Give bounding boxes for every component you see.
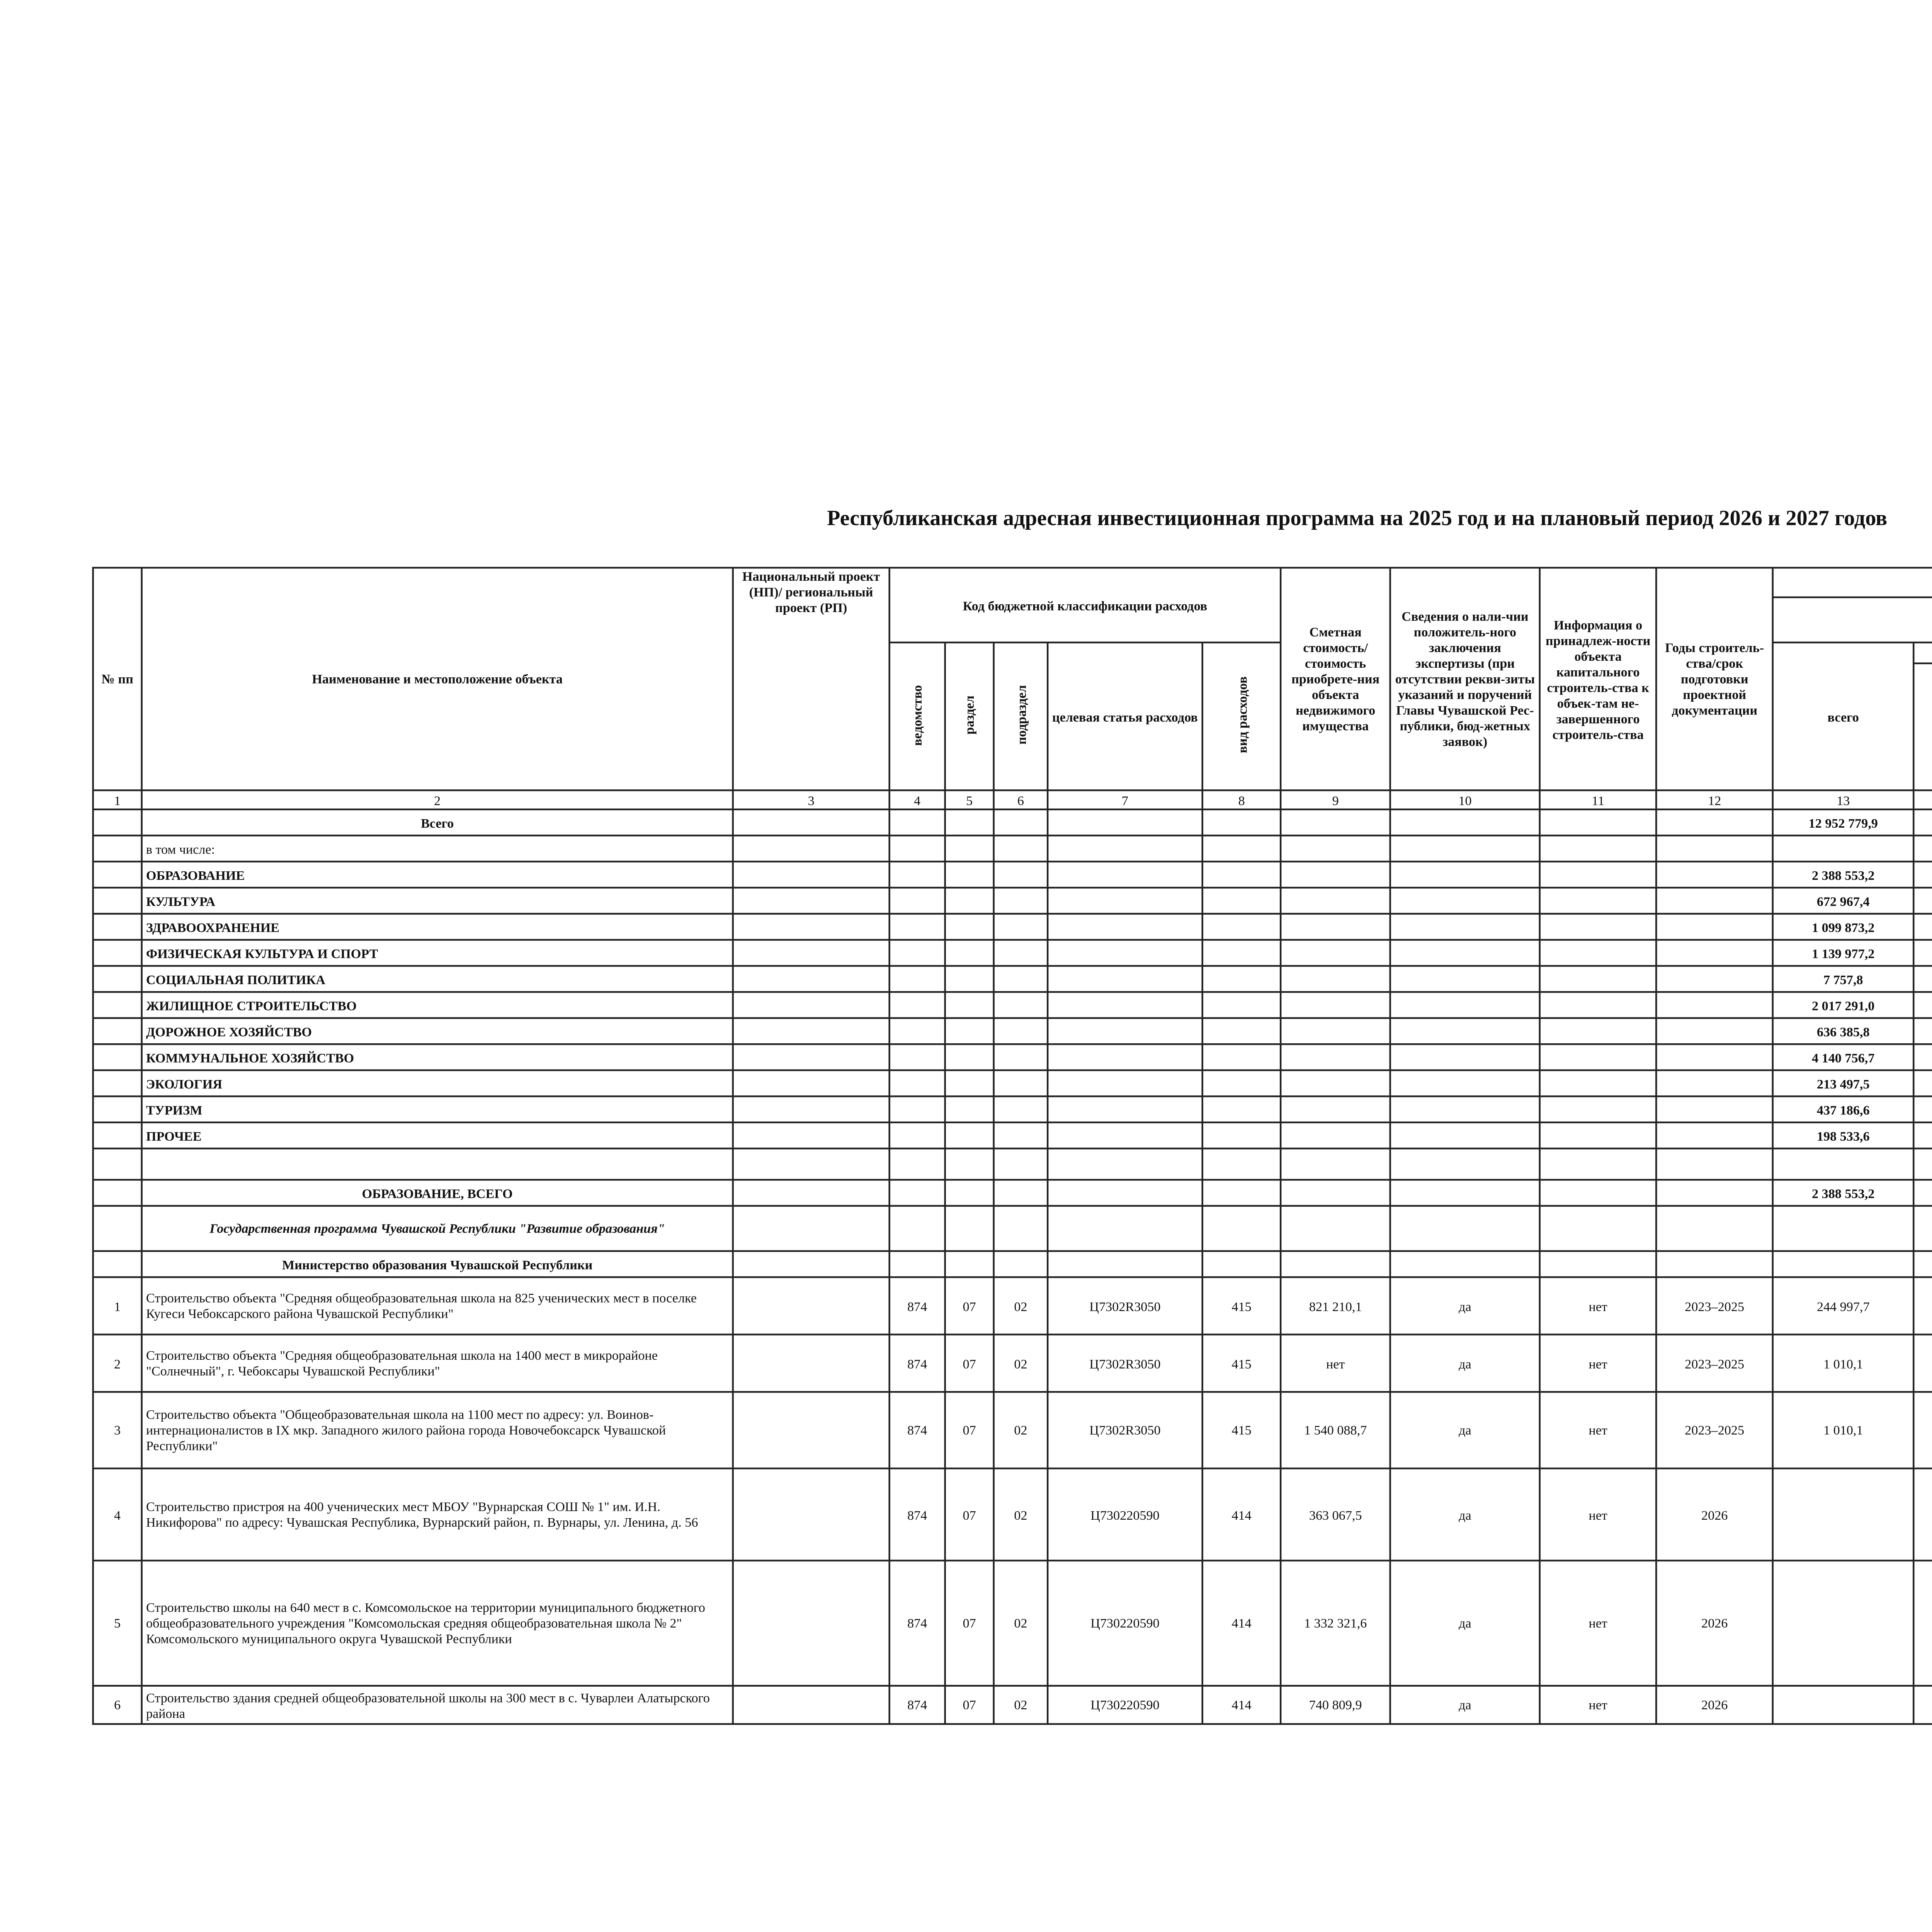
object-owner: нет	[1540, 1686, 1656, 1724]
row-name: ТУРИЗМ	[142, 1096, 733, 1122]
header-2025-vtom	[1913, 643, 1932, 663]
value-cell	[1913, 888, 1932, 914]
column-number: 9	[1281, 790, 1390, 810]
value-cell: 4 140 756,7	[1773, 1044, 1914, 1070]
object-name: Строительство здания средней общеобразовательной школы на 300 мест в с. Чуварлеи Алатырского района	[142, 1686, 733, 1724]
table-row	[93, 1096, 1932, 1122]
header-name: Наименование и местоположение объекта	[142, 568, 733, 790]
object-name: Строительство объекта "Средняя общеобразовательная школа на 825 ученических мест в поселке Кугеси Чебоксарского района Чувашской Республики"	[142, 1277, 733, 1335]
row-name: ПРОЧЕЕ	[142, 1122, 733, 1149]
object-name: Строительство объекта "Средняя общеобразовательная школа на 1400 мест в микрорайоне "Солнечный", г. Чебоксары Чувашской Республики"	[142, 1335, 733, 1392]
row-name: Всего	[142, 810, 733, 836]
column-number: 13	[1773, 790, 1914, 810]
column-number: 5	[945, 790, 994, 810]
object-razdel: 07	[945, 1277, 994, 1335]
object-expert: да	[1390, 1561, 1540, 1686]
object-razdel: 07	[945, 1392, 994, 1468]
value-cell: 7 757,8	[1773, 966, 1914, 992]
value-cell	[1913, 1251, 1932, 1277]
column-number-row	[93, 790, 1932, 810]
object-no: 3	[93, 1392, 142, 1468]
object-podrazdel: 02	[994, 1277, 1048, 1335]
column-number: 6	[994, 790, 1048, 810]
value-cell	[1773, 1251, 1914, 1277]
object-no: 4	[93, 1468, 142, 1561]
column-number: 7	[1048, 790, 1202, 810]
object-podrazdel: 02	[994, 1335, 1048, 1392]
object-cel: Ц730220590	[1048, 1561, 1202, 1686]
row-name: СОЦИАЛЬНАЯ ПОЛИТИКА	[142, 966, 733, 992]
object-years: 2023–2025	[1656, 1335, 1773, 1392]
row-name: ФИЗИЧЕСКАЯ КУЛЬТУРА И СПОРТ	[142, 940, 733, 966]
column-number: 11	[1540, 790, 1656, 810]
table-row	[93, 835, 1932, 862]
object-cost: 363 067,5	[1281, 1468, 1390, 1561]
header-owner: Информация о принадлеж-ности объекта капитального строитель-ства к объек-там не-завершенного строитель-ства	[1540, 568, 1656, 790]
column-number: 4	[889, 790, 945, 810]
object-cost: 1 332 321,6	[1281, 1561, 1390, 1686]
table-row	[93, 1070, 1932, 1097]
object-owner: нет	[1540, 1392, 1656, 1468]
row-name: Министерство образования Чувашской Республики	[142, 1251, 733, 1277]
row-name: ДОРОЖНОЕ ХОЗЯЙСТВО	[142, 1018, 733, 1044]
object-row	[93, 1335, 1932, 1392]
value-cell: 1 010,1	[1773, 1392, 1914, 1468]
column-number	[1913, 790, 1932, 810]
table-row	[93, 1180, 1932, 1206]
value-cell	[1913, 1148, 1932, 1180]
column-number: 2	[142, 790, 733, 810]
object-vid: 414	[1202, 1561, 1281, 1686]
object-no: 2	[93, 1335, 142, 1392]
header-razdel: раздел	[945, 643, 994, 791]
value-cell: 213 497,5	[1773, 1070, 1914, 1097]
row-name: в том числе:	[142, 835, 733, 862]
value-cell: 244 997,7	[1773, 1277, 1914, 1335]
header-cel: целевая статья расходов	[1048, 643, 1202, 791]
row-name: Государственная программа Чувашской Республики "Развитие образования"	[142, 1206, 733, 1251]
header-no: № пп	[93, 568, 142, 790]
object-cost: 1 540 088,7	[1281, 1392, 1390, 1468]
table-row	[93, 810, 1932, 836]
row-name: ЖИЛИЩНОЕ СТРОИТЕЛЬСТВО	[142, 992, 733, 1018]
value-cell	[1913, 1096, 1932, 1122]
header-cost: Сметная стоимость/ стоимость приобрете-ния объекта недвижимого имущества	[1281, 568, 1390, 790]
value-cell: 2 017 291,0	[1773, 992, 1914, 1018]
value-cell	[1913, 940, 1932, 966]
row-name: ОБРАЗОВАНИЕ, ВСЕГО	[142, 1180, 733, 1206]
object-cel: Ц7302R3050	[1048, 1277, 1202, 1335]
object-expert: да	[1390, 1335, 1540, 1392]
header-2025	[1773, 568, 1932, 597]
object-cel: Ц730220590	[1048, 1686, 1202, 1724]
value-cell	[1913, 1044, 1932, 1070]
value-cell	[1913, 1468, 1932, 1561]
value-cell: 2 388 553,2	[1773, 1180, 1914, 1206]
value-cell	[1773, 1148, 1914, 1180]
header-vid: вид расходов	[1202, 643, 1281, 791]
object-expert: да	[1390, 1277, 1540, 1335]
object-vid: 415	[1202, 1277, 1281, 1335]
object-podrazdel: 02	[994, 1468, 1048, 1561]
document-title: Республиканская адресная инвестиционная программа на 2025 год и на плановый период 2026 и 2027 годов	[0, 506, 1932, 532]
object-vid: 414	[1202, 1686, 1281, 1724]
column-number: 1	[93, 790, 142, 810]
object-no: 1	[93, 1277, 142, 1335]
object-row	[93, 1392, 1932, 1468]
table-body	[93, 810, 1932, 1724]
object-row	[93, 1277, 1932, 1335]
object-cost: 821 210,1	[1281, 1277, 1390, 1335]
object-no: 6	[93, 1686, 142, 1724]
object-cel: Ц7302R3050	[1048, 1392, 1202, 1468]
value-cell	[1913, 835, 1932, 862]
value-cell: 636 385,8	[1773, 1018, 1914, 1044]
column-number: 8	[1202, 790, 1281, 810]
object-vid: 414	[1202, 1468, 1281, 1561]
value-cell	[1913, 1561, 1932, 1686]
object-name: Строительство пристроя на 400 ученических мест МБОУ "Вурнарская СОШ № 1" им. И.Н. Никифорова" по адресу: Чувашская Республика, Вурнарский район, п. Вурнары, ул. Ленина, д. 56	[142, 1468, 733, 1561]
object-razdel: 07	[945, 1335, 994, 1392]
table-row	[93, 1148, 1932, 1180]
object-razdel: 07	[945, 1468, 994, 1561]
table-row	[93, 1044, 1932, 1070]
object-years: 2023–2025	[1656, 1277, 1773, 1335]
object-owner: нет	[1540, 1277, 1656, 1335]
value-cell: 1 139 977,2	[1773, 940, 1914, 966]
row-name: ЗДРАВООХРАНЕНИЕ	[142, 914, 733, 940]
object-owner: нет	[1540, 1468, 1656, 1561]
value-cell	[1773, 1561, 1914, 1686]
object-years: 2026	[1656, 1468, 1773, 1561]
table-row	[93, 966, 1932, 992]
object-name: Строительство школы на 640 мест в с. Комсомольское на территории муниципального бюджетного общеобразовательного учреждения "Комсомольская средняя общеобразовательная школа № 2" Комсомольского муниципального округа Чувашской Республики	[142, 1561, 733, 1686]
object-expert: да	[1390, 1392, 1540, 1468]
object-cost: 740 809,9	[1281, 1686, 1390, 1724]
object-years: 2026	[1656, 1561, 1773, 1686]
object-years: 2026	[1656, 1686, 1773, 1724]
value-cell: 672 967,4	[1773, 888, 1914, 914]
value-cell	[1913, 1335, 1932, 1392]
row-name: КОММУНАЛЬНОЕ ХОЗЯЙСТВО	[142, 1044, 733, 1070]
value-cell: 12 952 779,9	[1773, 810, 1914, 836]
column-number: 10	[1390, 790, 1540, 810]
value-cell	[1913, 1392, 1932, 1468]
value-cell: 437 186,6	[1773, 1096, 1914, 1122]
object-podrazdel: 02	[994, 1561, 1048, 1686]
value-cell	[1913, 1686, 1932, 1724]
header-kbk: Код бюджетной классификации расходов	[889, 568, 1281, 643]
value-cell	[1913, 1277, 1932, 1335]
object-expert: да	[1390, 1686, 1540, 1724]
object-expert: да	[1390, 1468, 1540, 1561]
object-owner: нет	[1540, 1561, 1656, 1686]
object-row	[93, 1561, 1932, 1686]
header-2025-itogo	[1773, 597, 1932, 643]
value-cell: 2 388 553,2	[1773, 862, 1914, 888]
object-ved: 874	[889, 1686, 945, 1724]
object-row	[93, 1686, 1932, 1724]
row-name: КУЛЬТУРА	[142, 888, 733, 914]
value-cell	[1913, 1018, 1932, 1044]
table-row	[93, 1018, 1932, 1044]
object-ved: 874	[889, 1277, 945, 1335]
table-row	[93, 1122, 1932, 1149]
object-ved: 874	[889, 1392, 945, 1468]
object-ved: 874	[889, 1335, 945, 1392]
column-number: 3	[733, 790, 889, 810]
value-cell	[1913, 810, 1932, 836]
row-name	[142, 1148, 733, 1180]
object-no: 5	[93, 1561, 142, 1686]
object-cost: нет	[1281, 1335, 1390, 1392]
table-row	[93, 992, 1932, 1018]
value-cell	[1773, 1686, 1914, 1724]
header-ved: ведомство	[889, 643, 945, 791]
object-vid: 415	[1202, 1335, 1281, 1392]
table-row	[93, 940, 1932, 966]
table-row	[93, 1251, 1932, 1277]
table-row	[93, 888, 1932, 914]
value-cell	[1913, 914, 1932, 940]
object-ved: 874	[889, 1561, 945, 1686]
object-razdel: 07	[945, 1686, 994, 1724]
object-podrazdel: 02	[994, 1392, 1048, 1468]
value-cell	[1913, 1206, 1932, 1251]
table-row	[93, 862, 1932, 888]
value-cell	[1913, 862, 1932, 888]
header-years: Годы строитель-ства/срок подготовки проектной документации	[1656, 568, 1773, 790]
value-cell: 198 533,6	[1773, 1122, 1914, 1149]
value-cell: 1 010,1	[1773, 1335, 1914, 1392]
header-2025-fb	[1913, 663, 1932, 791]
object-vid: 415	[1202, 1392, 1281, 1468]
object-years: 2023–2025	[1656, 1392, 1773, 1468]
column-number: 12	[1656, 790, 1773, 810]
object-cel: Ц7302R3050	[1048, 1335, 1202, 1392]
object-cel: Ц730220590	[1048, 1468, 1202, 1561]
object-name: Строительство объекта "Общеобразовательная школа на 1100 мест по адресу: ул. Воинов-интернационалистов в IX мкр. Западного жилого района города Новочебоксарск Чувашской Республики"	[142, 1392, 733, 1468]
object-owner: нет	[1540, 1335, 1656, 1392]
header-podrazdel: подраздел	[994, 643, 1048, 791]
value-cell	[1773, 1206, 1914, 1251]
header-expert: Сведения о нали-чии положитель-ного заключения экспертизы (при отсутствии рекви-зиты указаний и поручений Главы Чувашской Рес-публики, бюд-жетных заявок)	[1390, 568, 1540, 790]
object-podrazdel: 02	[994, 1686, 1048, 1724]
value-cell	[1773, 1468, 1914, 1561]
table-row	[93, 1206, 1932, 1251]
object-ved: 874	[889, 1468, 945, 1561]
value-cell	[1913, 992, 1932, 1018]
investment-program-table	[92, 567, 1932, 1725]
value-cell: 1 099 873,2	[1773, 914, 1914, 940]
row-name: ОБРАЗОВАНИЕ	[142, 862, 733, 888]
row-name: ЭКОЛОГИЯ	[142, 1070, 733, 1097]
table-row	[93, 914, 1932, 940]
object-razdel: 07	[945, 1561, 994, 1686]
value-cell	[1773, 835, 1914, 862]
header-2025-vsego: всего	[1773, 643, 1914, 791]
header-project: Национальный проект (НП)/ региональный проект (РП)	[733, 568, 889, 790]
object-row	[93, 1468, 1932, 1561]
value-cell	[1913, 1070, 1932, 1097]
value-cell	[1913, 1122, 1932, 1149]
value-cell	[1913, 966, 1932, 992]
value-cell	[1913, 1180, 1932, 1206]
